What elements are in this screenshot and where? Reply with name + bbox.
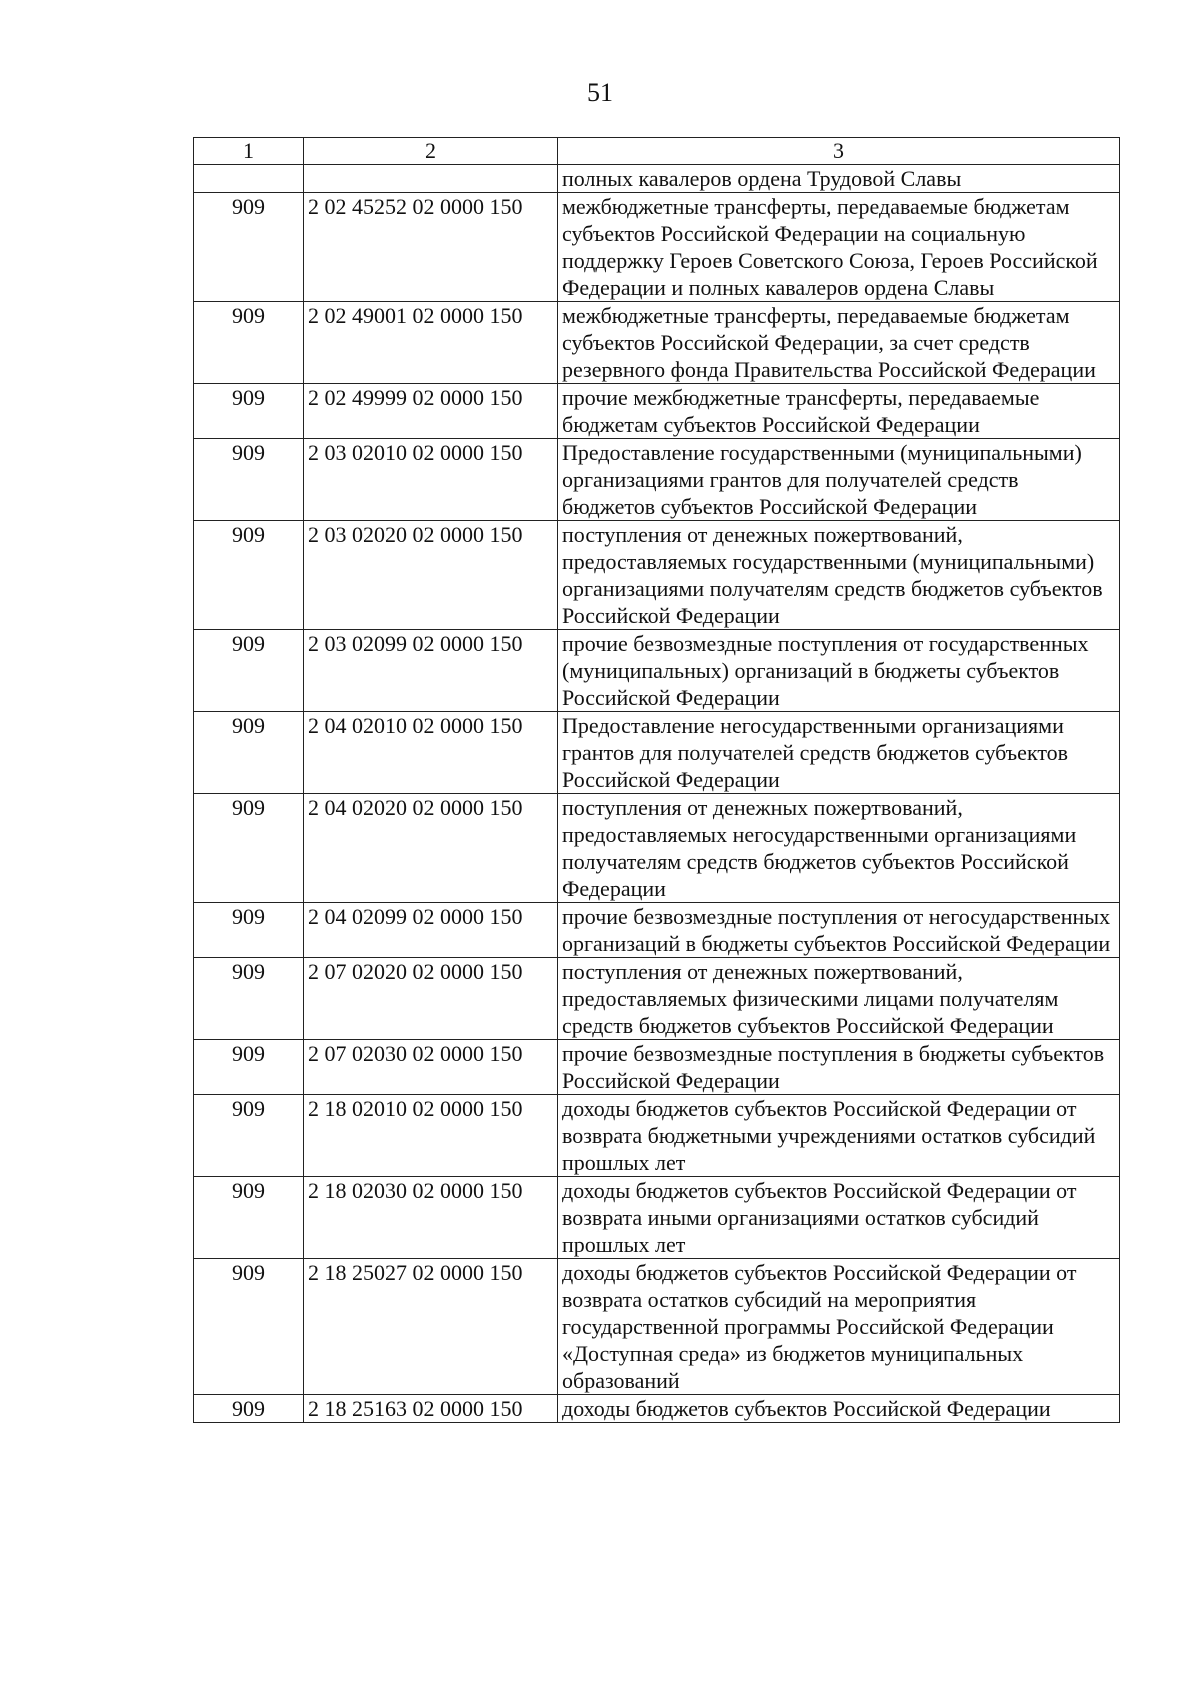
revenue-code-cell: 2 02 49001 02 0000 150: [304, 302, 558, 384]
continuation-row: [194, 165, 1120, 193]
description-cell: доходы бюджетов субъектов Российской Федерации от возврата бюджетными учреждениями остатков субсидий прошлых лет: [558, 1095, 1120, 1177]
continuation-text: полных кавалеров ордена Трудовой Славы: [558, 165, 1120, 193]
description-cell: межбюджетные трансферты, передаваемые бюджетам субъектов Российской Федерации, за счет средств резервного фонда Правительства Российской Федерации: [558, 302, 1120, 384]
revenue-code-cell: 2 04 02099 02 0000 150: [304, 903, 558, 958]
column-header-1: 1: [194, 138, 304, 165]
revenue-code-cell: 2 18 02030 02 0000 150: [304, 1177, 558, 1259]
description-cell: поступления от денежных пожертвований, предоставляемых негосударственными организациями получателям средств бюджетов субъектов Российской Федерации: [558, 794, 1120, 903]
revenue-codes-table: [193, 137, 1120, 1423]
table-row: [194, 1177, 1120, 1259]
column-header-2: 2: [304, 138, 558, 165]
table-row: [194, 193, 1120, 302]
admin-code-cell: 909: [194, 439, 304, 521]
revenue-code-cell: 2 03 02099 02 0000 150: [304, 630, 558, 712]
admin-code-cell: 909: [194, 1095, 304, 1177]
continuation-code: [304, 165, 558, 193]
table-row: [194, 903, 1120, 958]
revenue-code-cell: 2 04 02010 02 0000 150: [304, 712, 558, 794]
table-row: [194, 958, 1120, 1040]
admin-code-cell: 909: [194, 712, 304, 794]
description-cell: доходы бюджетов субъектов Российской Федерации: [558, 1395, 1120, 1423]
revenue-code-cell: 2 02 45252 02 0000 150: [304, 193, 558, 302]
revenue-code-cell: 2 07 02030 02 0000 150: [304, 1040, 558, 1095]
table-row: [194, 1259, 1120, 1395]
admin-code-cell: 909: [194, 958, 304, 1040]
table-row: [194, 1040, 1120, 1095]
column-header-3: 3: [558, 138, 1120, 165]
table-row: [194, 439, 1120, 521]
admin-code-cell: 909: [194, 1040, 304, 1095]
admin-code-cell: 909: [194, 794, 304, 903]
admin-code-cell: 909: [194, 384, 304, 439]
revenue-code-cell: 2 04 02020 02 0000 150: [304, 794, 558, 903]
description-cell: Предоставление негосударственными организациями грантов для получателей средств бюджетов субъектов Российской Федерации: [558, 712, 1120, 794]
table-row: [194, 712, 1120, 794]
table-row: [194, 1095, 1120, 1177]
continuation-admin: [194, 165, 304, 193]
description-cell: прочие безвозмездные поступления в бюджеты субъектов Российской Федерации: [558, 1040, 1120, 1095]
description-cell: Предоставление государственными (муниципальными) организациями грантов для получателей средств бюджетов субъектов Российской Федерации: [558, 439, 1120, 521]
description-cell: поступления от денежных пожертвований, предоставляемых государственными (муниципальными) организациями получателям средств бюджетов субъектов Российской Федерации: [558, 521, 1120, 630]
page-number: 51: [587, 78, 613, 107]
table-row: [194, 302, 1120, 384]
revenue-code-cell: 2 18 25163 02 0000 150: [304, 1395, 558, 1423]
admin-code-cell: 909: [194, 1177, 304, 1259]
table-row: [194, 384, 1120, 439]
admin-code-cell: 909: [194, 1395, 304, 1423]
table-row: [194, 1395, 1120, 1423]
table-row: [194, 521, 1120, 630]
description-cell: доходы бюджетов субъектов Российской Федерации от возврата иными организациями остатков субсидий прошлых лет: [558, 1177, 1120, 1259]
table-row: [194, 794, 1120, 903]
description-cell: прочие безвозмездные поступления от государственных (муниципальных) организаций в бюджеты субъектов Российской Федерации: [558, 630, 1120, 712]
admin-code-cell: 909: [194, 630, 304, 712]
description-cell: доходы бюджетов субъектов Российской Федерации от возврата остатков субсидий на мероприятия государственной программы Российской Федерации «Доступная среда» из бюджетов муниципальных образований: [558, 1259, 1120, 1395]
revenue-code-cell: 2 03 02020 02 0000 150: [304, 521, 558, 630]
revenue-code-cell: 2 03 02010 02 0000 150: [304, 439, 558, 521]
description-cell: поступления от денежных пожертвований, предоставляемых физическими лицами получателям средств бюджетов субъектов Российской Федерации: [558, 958, 1120, 1040]
admin-code-cell: 909: [194, 193, 304, 302]
table-header-row: [194, 138, 1120, 165]
revenue-code-cell: 2 07 02020 02 0000 150: [304, 958, 558, 1040]
admin-code-cell: 909: [194, 521, 304, 630]
table-row: [194, 630, 1120, 712]
revenue-code-cell: 2 18 25027 02 0000 150: [304, 1259, 558, 1395]
description-cell: прочие безвозмездные поступления от негосударственных организаций в бюджеты субъектов Российской Федерации: [558, 903, 1120, 958]
admin-code-cell: 909: [194, 903, 304, 958]
description-cell: прочие межбюджетные трансферты, передаваемые бюджетам субъектов Российской Федерации: [558, 384, 1120, 439]
description-cell: межбюджетные трансферты, передаваемые бюджетам субъектов Российской Федерации на социальную поддержку Героев Советского Союза, Героев Российской Федерации и полных кавалеров ордена Славы: [558, 193, 1120, 302]
admin-code-cell: 909: [194, 1259, 304, 1395]
admin-code-cell: 909: [194, 302, 304, 384]
revenue-code-cell: 2 02 49999 02 0000 150: [304, 384, 558, 439]
revenue-code-cell: 2 18 02010 02 0000 150: [304, 1095, 558, 1177]
